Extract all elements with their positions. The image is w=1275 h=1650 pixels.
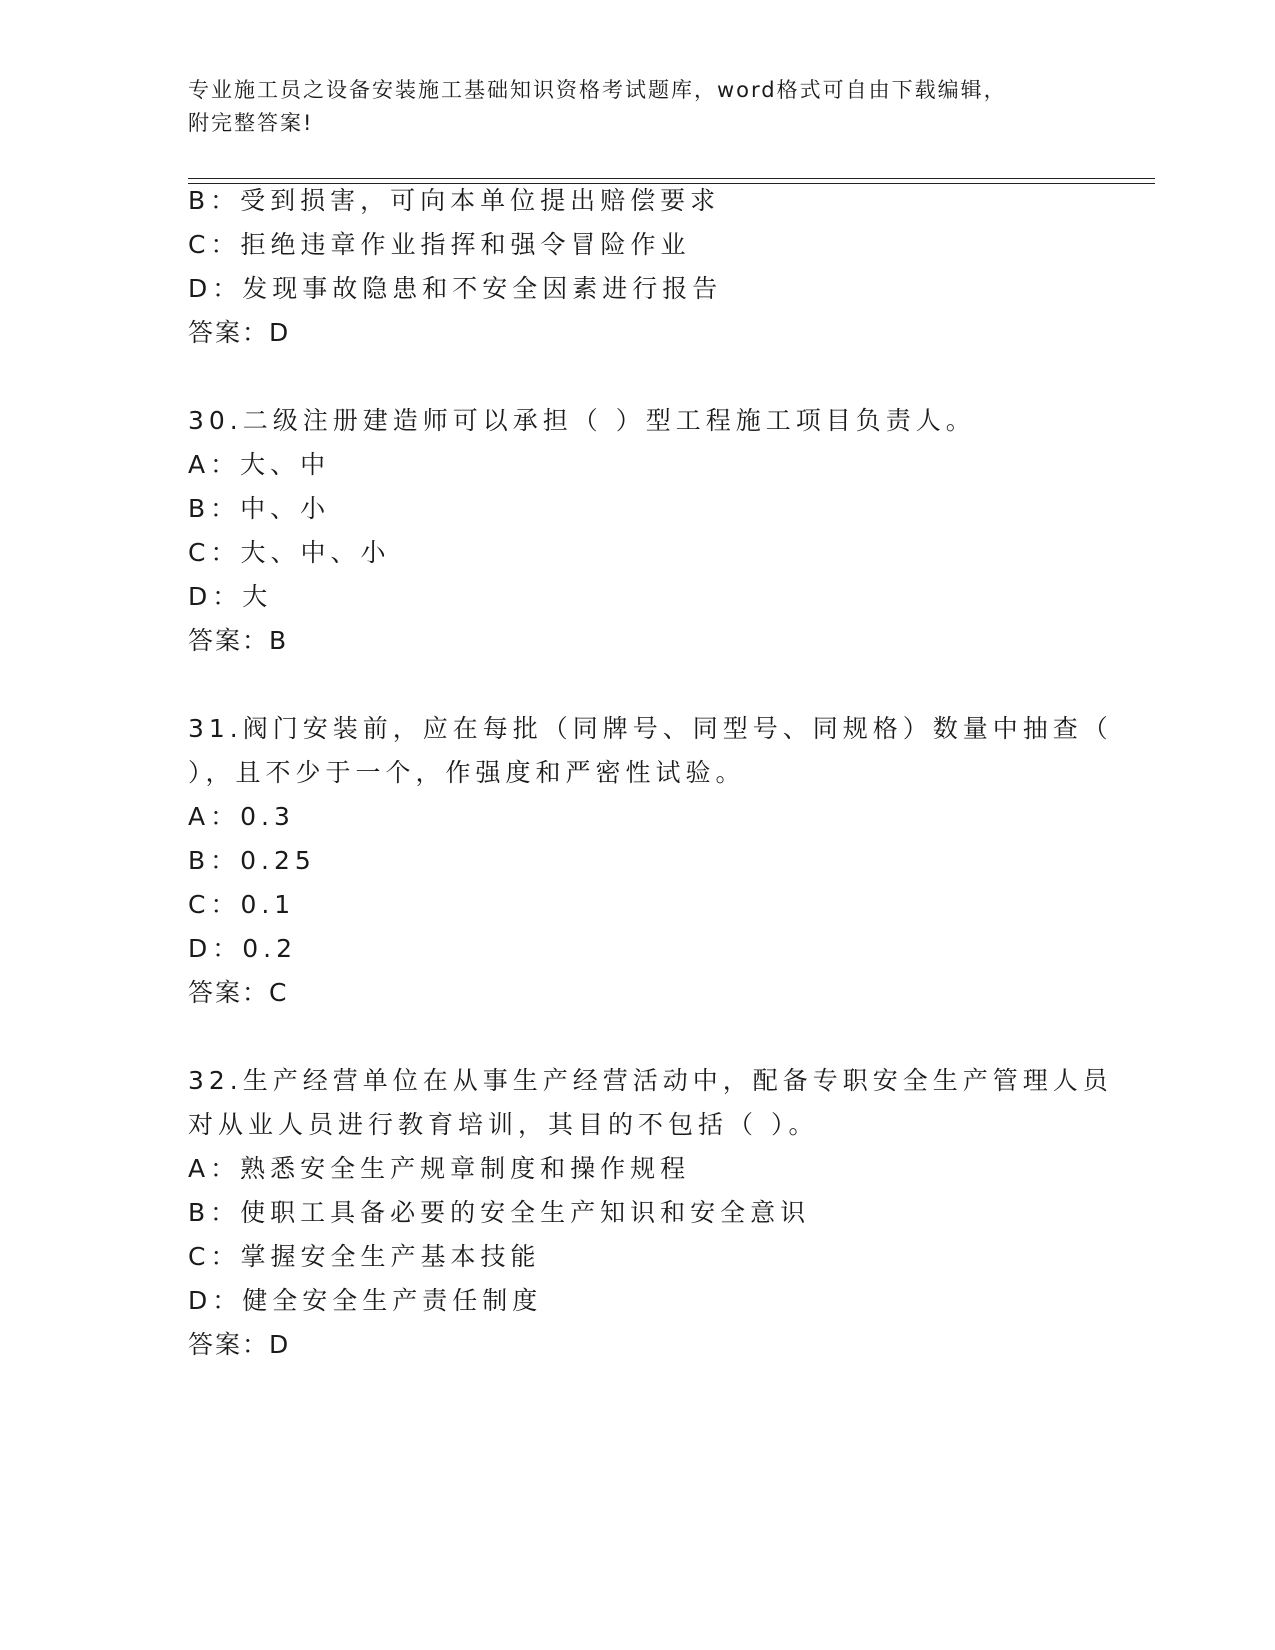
q31-answer: 答案：C: [188, 978, 289, 1007]
q31-option-d: D：0.2: [188, 934, 298, 963]
q30-stem: 30.二级注册建造师可以承担（ ）型工程施工项目负责人。: [188, 406, 976, 435]
q32-option-c: C：掌握安全生产基本技能: [188, 1242, 541, 1271]
header-line-1: 专业施工员之设备安装施工基础知识资格考试题库，word格式可自由下载编辑，: [188, 78, 1007, 102]
q32-option-a: A：熟悉安全生产规章制度和操作规程: [188, 1154, 691, 1183]
q31-stem-line-2: ），且不少于一个，作强度和严密性试验。: [188, 758, 746, 787]
q31-option-b: B：0.25: [188, 846, 316, 875]
header-line-2: 附完整答案!: [188, 111, 314, 135]
q32-option-d: D：健全安全生产责任制度: [188, 1286, 543, 1315]
q29-option-d: D：发现事故隐患和不安全因素进行报告: [188, 274, 723, 303]
header-divider-top: [188, 178, 1155, 179]
q29-answer: 答案：D: [188, 318, 291, 347]
document-header: [188, 74, 1068, 140]
q30-option-b: B：中、小: [188, 494, 331, 523]
q30-answer: 答案：B: [188, 626, 289, 655]
q32-answer: 答案：D: [188, 1330, 291, 1359]
q31-option-a: A：0.3: [188, 802, 295, 831]
q32-stem-line-1: 32.生产经营单位在从事生产经营活动中，配备专职安全生产管理人员: [188, 1066, 1113, 1095]
q32-option-b: B：使职工具备必要的安全生产知识和安全意识: [188, 1198, 811, 1227]
q32-stem-line-2: 对从业人员进行教育培训，其目的不包括（ ）。: [188, 1110, 819, 1139]
q30-option-c: C：大、中、小: [188, 538, 391, 567]
q29-option-b: B：受到损害，可向本单位提出赔偿要求: [188, 186, 721, 215]
q29-option-c: C：拒绝违章作业指挥和强令冒险作业: [188, 230, 691, 259]
q31-stem-line-1: 31.阀门安装前，应在每批（同牌号、同型号、同规格）数量中抽查（: [188, 714, 1113, 743]
q30-option-a: A：大、中: [188, 450, 331, 479]
header-divider-bottom: [188, 183, 1155, 184]
q30-option-d: D：大: [188, 582, 273, 611]
q31-option-c: C：0.1: [188, 890, 296, 919]
